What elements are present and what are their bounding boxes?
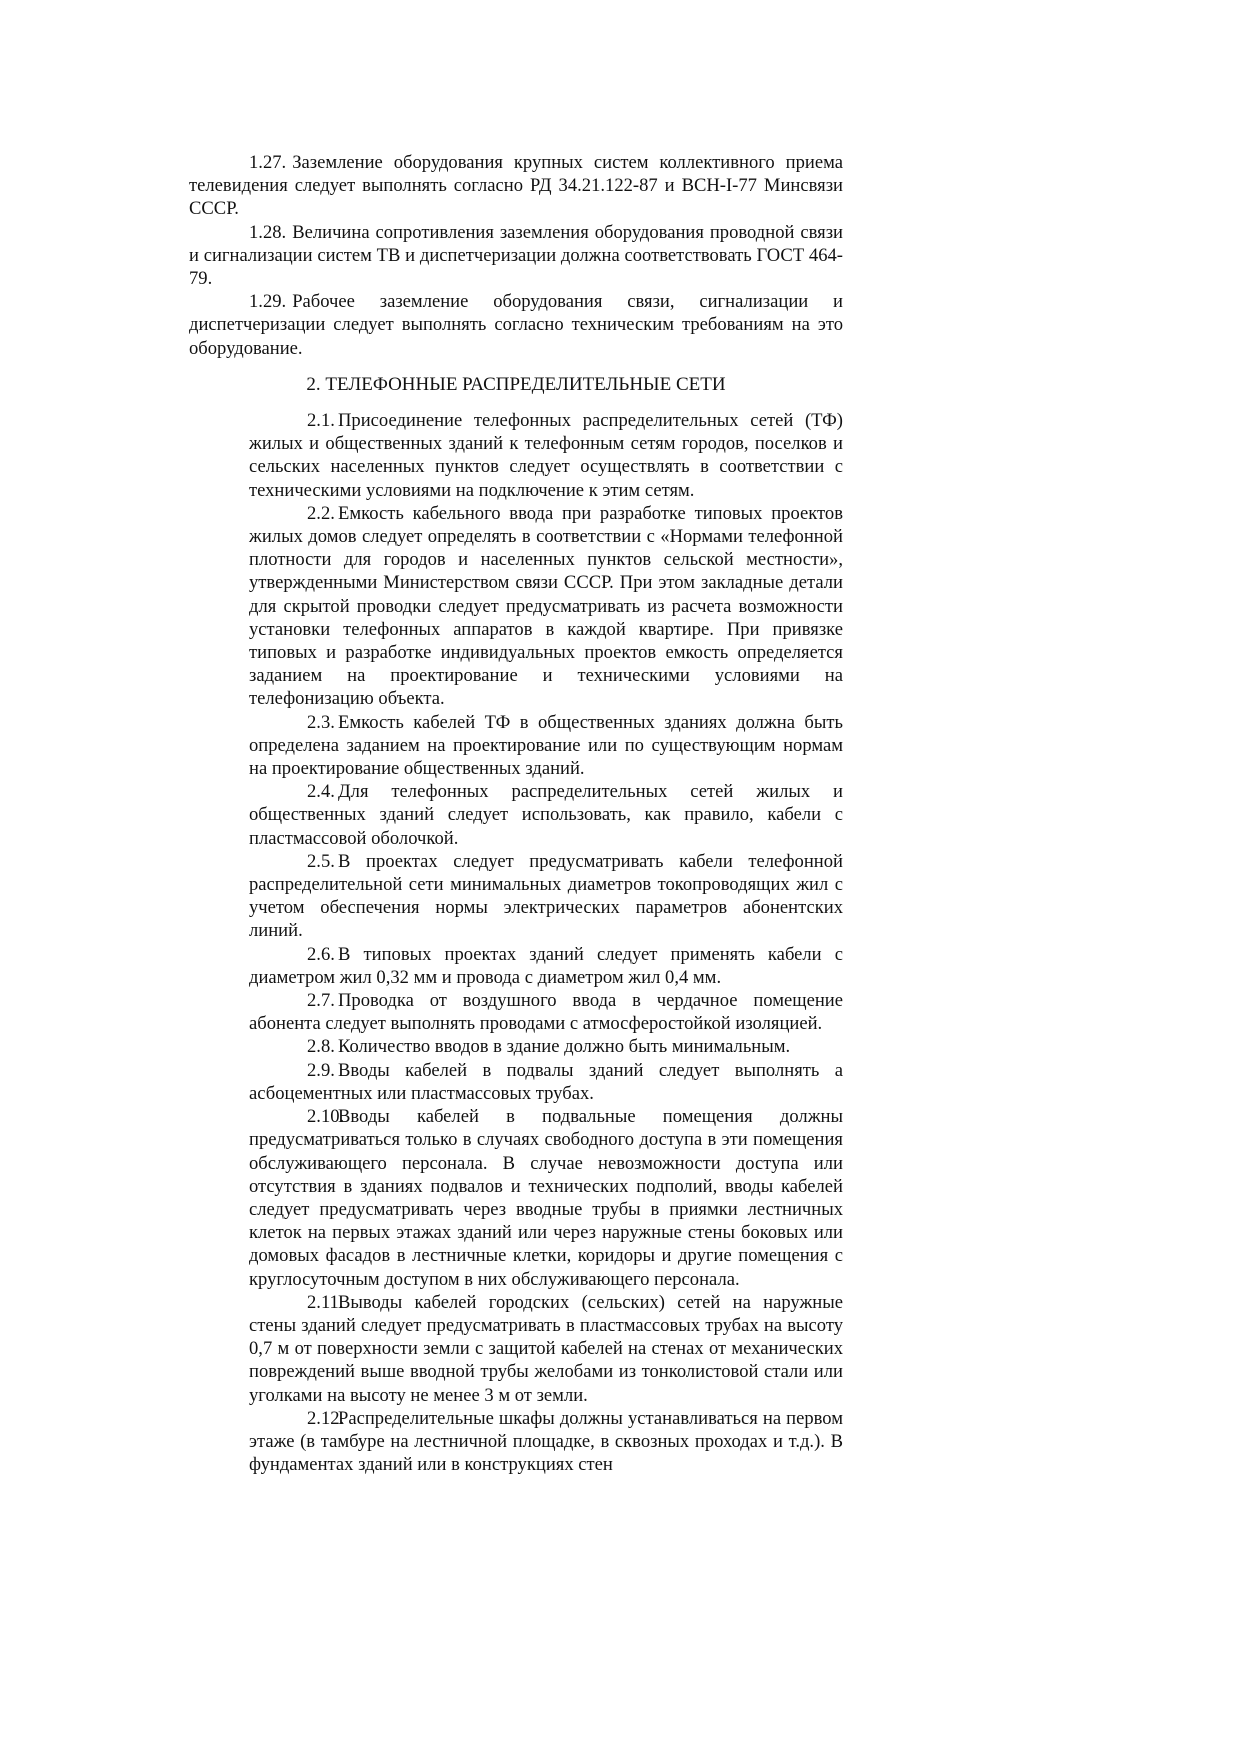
paragraph-number: 1.29. bbox=[249, 291, 287, 313]
paragraph-number: 1.27. bbox=[249, 152, 287, 173]
paragraph-text: Количество вводов в здание должно быть минимальным. bbox=[338, 1036, 791, 1058]
paragraph-text: В проектах следует предусматривать кабели телефонной распределительной сети минимальных диаметров токопроводящих жил с учетом обеспечения нормы электрических параметров абонентских линий. bbox=[249, 850, 843, 942]
paragraph-2-9 bbox=[249, 1059, 843, 1105]
paragraph-2-1 bbox=[249, 409, 843, 502]
paragraph-text: Для телефонных распределительных сетей жилых и общественных зданий следует использовать, как правило, кабели с пластмассовой оболочкой. bbox=[249, 781, 843, 849]
paragraph-number: 2.6. bbox=[307, 943, 335, 965]
paragraph-number: 2.1. bbox=[307, 410, 335, 431]
intro-section bbox=[189, 151, 843, 360]
paragraph-number: 2.4. bbox=[307, 781, 335, 803]
paragraph-2-11 bbox=[249, 1291, 843, 1407]
paragraph-number: 2.9. bbox=[307, 1059, 335, 1081]
paragraph-number: 2.8. bbox=[307, 1036, 335, 1058]
paragraph-number: 2.12. bbox=[307, 1407, 345, 1429]
paragraph-2-8 bbox=[249, 1035, 843, 1058]
paragraph-text: Емкость кабелей ТФ в общественных зданиях должна быть определена заданием на проектирование или по существующим нормам на проектирование общественных зданий. bbox=[249, 711, 843, 780]
paragraph-text: Присоединение телефонных распределительных сетей (ТФ) жилых и общественных зданий к телефонным сетям городов, поселков и сельских населенных пунктов следует осуществлять в соответствии с техническими условиями на подключение к этим сетям. bbox=[249, 410, 843, 501]
paragraph-number: 2.5. bbox=[307, 850, 335, 872]
paragraph-text: В типовых проектах зданий следует применять кабели с диаметром жил 0,32 мм и провода с диаметром жил 0,4 мм. bbox=[249, 943, 843, 988]
paragraph-2-4 bbox=[249, 780, 843, 850]
paragraph-number: 2.2. bbox=[307, 502, 335, 524]
paragraph-text: Емкость кабельного ввода при разработке типовых проектов жилых домов следует определять в соответствии с «Нормами телефонной плотности для городов и населенных пунктов сельской местности», утвержденными Министерством связи СССР. При этом закладные детали для скрытой проводки следует предусматривать из расчета возможности установки телефонных аппаратов в каждой квартире. При привязке типовых и разработке индивидуальных проектов емкость определяется заданием на проектирование и техническими условиями на телефонизацию объекта. bbox=[249, 502, 843, 710]
paragraph-number: 1.28. bbox=[249, 221, 287, 243]
paragraph-2-2 bbox=[249, 502, 843, 711]
paragraph-text: Распределительные шкафы должны устанавливаться на первом этаже (в тамбуре на лестничной площадке, в сквозных проходах и т.д.). В фундаментах зданий или в конструкциях стен bbox=[249, 1407, 843, 1476]
section-2-body bbox=[249, 409, 843, 1476]
paragraph-1-27 bbox=[189, 151, 843, 221]
paragraph-1-29 bbox=[189, 290, 843, 360]
paragraph-text: Заземление оборудования крупных систем коллективного приема телевидения следует выполнять согласно РД 34.21.122-87 и ВСН-I-77 Минсвязи СССР. bbox=[189, 152, 843, 220]
paragraph-2-6 bbox=[249, 943, 843, 989]
paragraph-2-7 bbox=[249, 989, 843, 1035]
section-heading: 2. ТЕЛЕФОННЫЕ РАСПРЕДЕЛИТЕЛЬНЫЕ СЕТИ bbox=[306, 374, 726, 395]
paragraph-text: Величина сопротивления заземления оборудования проводной связи и сигнализации систем ТВ и диспетчеризации должна соответствовать ГОСТ 464-79. bbox=[189, 221, 843, 290]
paragraph-number: 2.7. bbox=[307, 990, 335, 1012]
paragraph-text: Проводка от воздушного ввода в чердачное помещение абонента следует выполнять проводами с атмосферостойкой изоляцией. bbox=[249, 990, 843, 1035]
paragraph-2-3 bbox=[249, 711, 843, 781]
paragraph-2-5 bbox=[249, 850, 843, 943]
paragraph-text: Рабочее заземление оборудования связи, сигнализации и диспетчеризации следует выполнять согласно техническим требованиям на это оборудование. bbox=[189, 291, 843, 359]
paragraph-number: 2.11. bbox=[307, 1291, 344, 1313]
paragraph-2-12 bbox=[249, 1407, 843, 1477]
paragraph-text: Вводы кабелей в подвалы зданий следует выполнять а асбоцементных или пластмассовых трубах. bbox=[249, 1059, 843, 1104]
paragraph-text: Выводы кабелей городских (сельских) сетей на наружные стены зданий следует предусматривать в пластмассовых трубах на высоту 0,7 м от поверхности земли с защитой кабелей на стенах от механических повреждений выше вводной трубы желобами из тонколистовой стали или уголками на высоту не менее 3 м от земли. bbox=[249, 1291, 843, 1406]
paragraph-text: Вводы кабелей в подвальные помещения должны предусматриваться только в случаях свободного доступа в эти помещения обслуживающего персонала. В случае невозможности доступа или отсутствия в зданиях подвалов и технических подполий, вводы кабелей следует предусматривать через вводные трубы в приямки лестничных клеток на первых этажах зданий или через наружные стены боковых или домовых фасадов в лестничные клетки, коридоры и другие помещения с круглосуточным доступом в них обслуживающего персонала. bbox=[249, 1106, 843, 1290]
paragraph-1-28 bbox=[189, 221, 843, 291]
paragraph-2-10 bbox=[249, 1105, 843, 1291]
paragraph-number: 2.10. bbox=[307, 1106, 345, 1128]
paragraph-number: 2.3. bbox=[307, 711, 335, 733]
